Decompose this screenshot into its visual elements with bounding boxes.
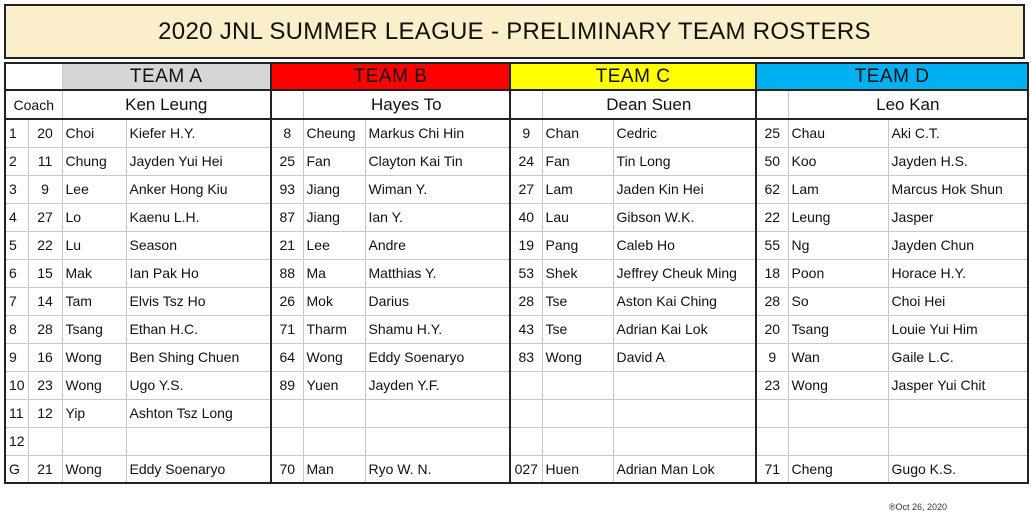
team-b-jersey-number: 64 bbox=[271, 343, 303, 371]
team-a-first-name: Kiefer H.Y. bbox=[126, 119, 271, 147]
row-index: 5 bbox=[5, 231, 28, 259]
team-d-first-name bbox=[888, 427, 1028, 455]
team-d-last-name: Tsang bbox=[788, 315, 888, 343]
copyright-date: ®Oct 26, 2020 bbox=[888, 502, 947, 512]
team-d-first-name: Marcus Hok Shun bbox=[888, 175, 1028, 203]
team-b-last-name: Mok bbox=[303, 287, 365, 315]
team-b-first-name: Matthias Y. bbox=[365, 259, 510, 287]
team-c-last-name: Fan bbox=[542, 147, 613, 175]
team-b-jersey-number bbox=[271, 399, 303, 427]
team-d-last-name: Wan bbox=[788, 343, 888, 371]
team-c-first-name: Jeffrey Cheuk Ming bbox=[613, 259, 756, 287]
table-row bbox=[5, 203, 1028, 231]
row-index: 7 bbox=[5, 287, 28, 315]
roster-table bbox=[4, 62, 1029, 484]
team-d-last-name: Koo bbox=[788, 147, 888, 175]
team-b-last-name: Ma bbox=[303, 259, 365, 287]
team-b-first-name: Markus Chi Hin bbox=[365, 119, 510, 147]
team-d-coach: Leo Kan bbox=[788, 90, 1028, 119]
team-c-first-name: Cedric bbox=[613, 119, 756, 147]
team-b-last-name: Jiang bbox=[303, 203, 365, 231]
team-c-jersey-number: 24 bbox=[510, 147, 542, 175]
team-a-first-name: Jayden Yui Hei bbox=[126, 147, 271, 175]
team-a-jersey-number: 20 bbox=[28, 119, 62, 147]
row-index: 10 bbox=[5, 371, 28, 399]
row-index: G bbox=[5, 455, 28, 483]
team-d-first-name: Jasper bbox=[888, 203, 1028, 231]
team-b-first-name: Wiman Y. bbox=[365, 175, 510, 203]
team-d-jersey-number: 9 bbox=[756, 343, 788, 371]
team-a-last-name: Choi bbox=[62, 119, 126, 147]
team-a-jersey-number: 16 bbox=[28, 343, 62, 371]
team-c-jersey-number bbox=[510, 399, 542, 427]
table-row bbox=[5, 315, 1028, 343]
team-a-jersey-number: 9 bbox=[28, 175, 62, 203]
team-b-first-name: Andre bbox=[365, 231, 510, 259]
team-c-last-name: Tse bbox=[542, 287, 613, 315]
team-c-first-name: Aston Kai Ching bbox=[613, 287, 756, 315]
team-c-last-name: Wong bbox=[542, 343, 613, 371]
team-b-jersey-number: 26 bbox=[271, 287, 303, 315]
team-b-jersey-number: 89 bbox=[271, 371, 303, 399]
team-c-jersey-number bbox=[510, 427, 542, 455]
team-b-last-name: Lee bbox=[303, 231, 365, 259]
team-b-last-name: Jiang bbox=[303, 175, 365, 203]
team-c-last-name bbox=[542, 399, 613, 427]
table-row bbox=[5, 455, 1028, 483]
team-d-first-name bbox=[888, 399, 1028, 427]
team-b-last-name: Yuen bbox=[303, 371, 365, 399]
team-b-header: TEAM B bbox=[271, 63, 510, 90]
team-a-jersey-number: 27 bbox=[28, 203, 62, 231]
team-a-first-name bbox=[126, 427, 271, 455]
table-row bbox=[5, 427, 1028, 455]
team-b-jersey-number: 8 bbox=[271, 119, 303, 147]
team-b-jersey-number: 71 bbox=[271, 315, 303, 343]
team-d-last-name: Ng bbox=[788, 231, 888, 259]
team-a-last-name: Tsang bbox=[62, 315, 126, 343]
team-a-last-name: Yip bbox=[62, 399, 126, 427]
team-a-first-name: Season bbox=[126, 231, 271, 259]
team-c-first-name bbox=[613, 427, 756, 455]
team-a-coach: Ken Leung bbox=[62, 90, 271, 119]
team-a-first-name: Ethan H.C. bbox=[126, 315, 271, 343]
team-a-jersey-number bbox=[28, 427, 62, 455]
team-c-jersey-number: 53 bbox=[510, 259, 542, 287]
team-c-header: TEAM C bbox=[510, 63, 756, 90]
team-a-jersey-number: 22 bbox=[28, 231, 62, 259]
team-b-jersey-number: 25 bbox=[271, 147, 303, 175]
team-c-first-name: David A bbox=[613, 343, 756, 371]
team-a-last-name: Wong bbox=[62, 455, 126, 483]
team-d-first-name: Gaile L.C. bbox=[888, 343, 1028, 371]
team-c-first-name: Jaden Kin Hei bbox=[613, 175, 756, 203]
team-c-first-name bbox=[613, 371, 756, 399]
team-d-jersey-number bbox=[756, 399, 788, 427]
table-row bbox=[5, 231, 1028, 259]
team-c-last-name: Pang bbox=[542, 231, 613, 259]
team-d-jersey-number: 25 bbox=[756, 119, 788, 147]
team-header-row bbox=[5, 63, 1028, 90]
team-d-first-name: Gugo K.S. bbox=[888, 455, 1028, 483]
row-index: 12 bbox=[5, 427, 28, 455]
team-d-first-name: Horace H.Y. bbox=[888, 259, 1028, 287]
team-d-last-name: Poon bbox=[788, 259, 888, 287]
row-index: 2 bbox=[5, 147, 28, 175]
team-a-last-name: Lo bbox=[62, 203, 126, 231]
team-d-header: TEAM D bbox=[756, 63, 1028, 90]
team-d-last-name bbox=[788, 399, 888, 427]
team-c-jersey-number: 28 bbox=[510, 287, 542, 315]
team-b-jersey-number bbox=[271, 427, 303, 455]
team-c-jersey-number bbox=[510, 371, 542, 399]
team-b-jersey-number: 93 bbox=[271, 175, 303, 203]
team-d-last-name: Wong bbox=[788, 371, 888, 399]
row-index: 1 bbox=[5, 119, 28, 147]
team-a-last-name: Wong bbox=[62, 371, 126, 399]
team-c-last-name: Lam bbox=[542, 175, 613, 203]
team-d-jersey-number: 50 bbox=[756, 147, 788, 175]
row-index: 3 bbox=[5, 175, 28, 203]
team-d-jersey-number bbox=[756, 427, 788, 455]
team-c-jersey-number: 027 bbox=[510, 455, 542, 483]
team-d-first-name: Jasper Yui Chit bbox=[888, 371, 1028, 399]
team-b-first-name: Darius bbox=[365, 287, 510, 315]
team-c-first-name: Gibson W.K. bbox=[613, 203, 756, 231]
team-c-coach-blank bbox=[510, 90, 542, 119]
team-d-last-name: Chau bbox=[788, 119, 888, 147]
team-d-jersey-number: 18 bbox=[756, 259, 788, 287]
team-b-last-name: Wong bbox=[303, 343, 365, 371]
team-d-last-name: Lam bbox=[788, 175, 888, 203]
team-c-first-name: Adrian Kai Lok bbox=[613, 315, 756, 343]
team-c-last-name: Chan bbox=[542, 119, 613, 147]
team-b-first-name: Ian Y. bbox=[365, 203, 510, 231]
team-a-jersey-number: 15 bbox=[28, 259, 62, 287]
team-a-last-name: Chung bbox=[62, 147, 126, 175]
team-d-coach-blank bbox=[756, 90, 788, 119]
team-d-jersey-number: 20 bbox=[756, 315, 788, 343]
team-c-first-name: Tin Long bbox=[613, 147, 756, 175]
row-index: 11 bbox=[5, 399, 28, 427]
team-d-jersey-number: 71 bbox=[756, 455, 788, 483]
team-c-jersey-number: 40 bbox=[510, 203, 542, 231]
team-b-jersey-number: 21 bbox=[271, 231, 303, 259]
team-d-first-name: Jayden H.S. bbox=[888, 147, 1028, 175]
team-a-header: TEAM A bbox=[62, 63, 271, 90]
team-c-jersey-number: 9 bbox=[510, 119, 542, 147]
team-a-jersey-number: 11 bbox=[28, 147, 62, 175]
team-c-first-name: Adrian Man Lok bbox=[613, 455, 756, 483]
team-c-last-name bbox=[542, 427, 613, 455]
team-b-first-name: Shamu H.Y. bbox=[365, 315, 510, 343]
team-b-jersey-number: 88 bbox=[271, 259, 303, 287]
team-c-jersey-number: 19 bbox=[510, 231, 542, 259]
team-a-first-name: Ashton Tsz Long bbox=[126, 399, 271, 427]
team-d-jersey-number: 22 bbox=[756, 203, 788, 231]
team-a-jersey-number: 28 bbox=[28, 315, 62, 343]
table-row bbox=[5, 343, 1028, 371]
team-a-last-name: Wong bbox=[62, 343, 126, 371]
team-a-last-name: Lee bbox=[62, 175, 126, 203]
team-a-last-name: Lu bbox=[62, 231, 126, 259]
team-a-jersey-number: 12 bbox=[28, 399, 62, 427]
table-row bbox=[5, 119, 1028, 147]
coach-label: Coach bbox=[5, 90, 62, 119]
team-b-last-name: Tharm bbox=[303, 315, 365, 343]
team-b-jersey-number: 87 bbox=[271, 203, 303, 231]
team-b-last-name bbox=[303, 427, 365, 455]
team-d-first-name: Jayden Chun bbox=[888, 231, 1028, 259]
team-c-last-name: Lau bbox=[542, 203, 613, 231]
team-a-last-name: Mak bbox=[62, 259, 126, 287]
team-b-last-name bbox=[303, 399, 365, 427]
table-row bbox=[5, 399, 1028, 427]
team-c-jersey-number: 43 bbox=[510, 315, 542, 343]
team-c-last-name bbox=[542, 371, 613, 399]
team-d-last-name bbox=[788, 427, 888, 455]
team-b-first-name bbox=[365, 399, 510, 427]
row-index: 4 bbox=[5, 203, 28, 231]
team-d-jersey-number: 62 bbox=[756, 175, 788, 203]
team-d-jersey-number: 23 bbox=[756, 371, 788, 399]
team-a-first-name: Kaenu L.H. bbox=[126, 203, 271, 231]
team-b-last-name: Fan bbox=[303, 147, 365, 175]
team-a-first-name: Ben Shing Chuen bbox=[126, 343, 271, 371]
team-c-last-name: Tse bbox=[542, 315, 613, 343]
team-c-jersey-number: 83 bbox=[510, 343, 542, 371]
table-row bbox=[5, 175, 1028, 203]
team-a-first-name: Anker Hong Kiu bbox=[126, 175, 271, 203]
row-index: 6 bbox=[5, 259, 28, 287]
header-blank bbox=[5, 63, 62, 90]
team-b-first-name bbox=[365, 427, 510, 455]
team-a-last-name: Tam bbox=[62, 287, 126, 315]
table-row bbox=[5, 371, 1028, 399]
team-a-first-name: Ugo Y.S. bbox=[126, 371, 271, 399]
table-row bbox=[5, 259, 1028, 287]
team-a-first-name: Eddy Soenaryo bbox=[126, 455, 271, 483]
team-d-first-name: Choi Hei bbox=[888, 287, 1028, 315]
team-c-first-name bbox=[613, 399, 756, 427]
team-c-first-name: Caleb Ho bbox=[613, 231, 756, 259]
team-b-first-name: Jayden Y.F. bbox=[365, 371, 510, 399]
team-d-last-name: Cheng bbox=[788, 455, 888, 483]
team-a-first-name: Ian Pak Ho bbox=[126, 259, 271, 287]
team-b-last-name: Cheung bbox=[303, 119, 365, 147]
row-index: 8 bbox=[5, 315, 28, 343]
team-a-first-name: Elvis Tsz Ho bbox=[126, 287, 271, 315]
row-index: 9 bbox=[5, 343, 28, 371]
table-row bbox=[5, 287, 1028, 315]
team-b-first-name: Ryo W. N. bbox=[365, 455, 510, 483]
team-b-coach-blank bbox=[271, 90, 303, 119]
team-b-jersey-number: 70 bbox=[271, 455, 303, 483]
team-a-jersey-number: 23 bbox=[28, 371, 62, 399]
team-a-jersey-number: 21 bbox=[28, 455, 62, 483]
team-d-last-name: Leung bbox=[788, 203, 888, 231]
team-c-jersey-number: 27 bbox=[510, 175, 542, 203]
team-c-last-name: Huen bbox=[542, 455, 613, 483]
team-d-first-name: Louie Yui Him bbox=[888, 315, 1028, 343]
team-a-last-name bbox=[62, 427, 126, 455]
team-b-coach: Hayes To bbox=[303, 90, 510, 119]
team-d-jersey-number: 28 bbox=[756, 287, 788, 315]
page-title: 2020 JNL SUMMER LEAGUE - PRELIMINARY TEAM ROSTERS bbox=[4, 4, 1025, 59]
team-d-last-name: So bbox=[788, 287, 888, 315]
team-d-first-name: Aki C.T. bbox=[888, 119, 1028, 147]
team-d-jersey-number: 55 bbox=[756, 231, 788, 259]
team-c-last-name: Shek bbox=[542, 259, 613, 287]
coach-row bbox=[5, 90, 1028, 119]
team-a-jersey-number: 14 bbox=[28, 287, 62, 315]
team-b-first-name: Clayton Kai Tin bbox=[365, 147, 510, 175]
team-b-last-name: Man bbox=[303, 455, 365, 483]
table-row bbox=[5, 147, 1028, 175]
team-c-coach: Dean Suen bbox=[542, 90, 756, 119]
team-b-first-name: Eddy Soenaryo bbox=[365, 343, 510, 371]
